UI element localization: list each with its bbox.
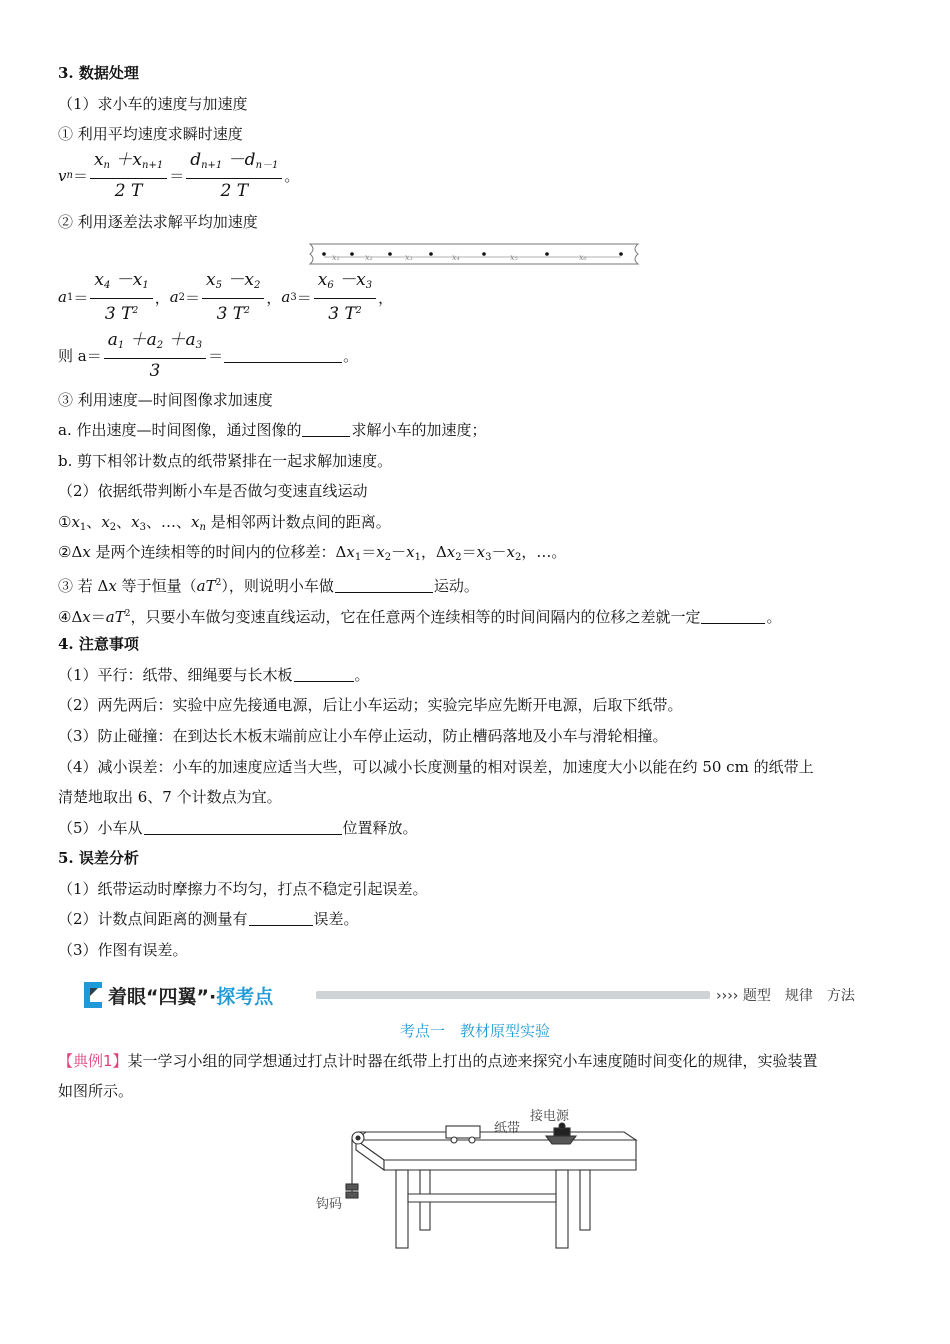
answer-blank-slope[interactable] — [302, 422, 350, 437]
then-equals: ＝ — [208, 347, 224, 365]
banner-title-black: 着眼“四翼”· — [108, 986, 217, 1008]
tape-label: 纸带 — [494, 1121, 521, 1136]
criterion-3-post: ），则说明小车做 — [221, 577, 334, 595]
banner-bracket-icon — [80, 980, 106, 1010]
answer-blank-motion-type[interactable] — [335, 578, 433, 593]
note-4a: （4）减小误差：小车的加速度应适当大些，可以减小长度测量的相对误差，加速度大小以能在约 50 cm 的纸带上 — [58, 758, 814, 776]
note-5-pre: （5）小车从 — [58, 819, 143, 837]
apparatus-figure — [308, 1104, 642, 1254]
error-1: （1）纸带运动时摩擦力不均匀，打点不稳定引起误差。 — [58, 880, 428, 898]
note-1-end: 。 — [354, 666, 370, 684]
method-3a-post: 求解小车的加速度； — [351, 421, 487, 439]
method-3a — [58, 420, 487, 440]
error-3: （3）作图有误差。 — [58, 941, 188, 959]
acceleration-formulas: a 1 ＝ $\frac{x_4 -x_1}{3 T^2}$ ， a 2 ＝ $\frac{x_5 -x_2}{3 T^2}$ ， a 3 ＝ $\frac{x_6 -x_3}{3 T^2}$ ， — [58, 270, 394, 324]
criterion-4-end: 。 — [766, 608, 782, 626]
section-3-heading: 3. 数据处理 — [58, 64, 139, 82]
mean-acceleration-formula: 则 a＝ $\frac{a_1 +a_2 +a_3}{3}$ ＝ 。 — [58, 330, 359, 381]
sub2-heading: （2）依据纸带判断小车是否做匀变速直线运动 — [58, 482, 368, 500]
then-prefix: 则 a＝ — [58, 347, 102, 365]
example-line-b: 如图所示。 — [58, 1082, 134, 1100]
method-3: ③ 利用速度—时间图像求加速度 — [58, 391, 273, 409]
answer-blank-release[interactable] — [144, 820, 342, 835]
note-1-pre: （1）平行：纸带、细绳要与长木板 — [58, 666, 293, 684]
example-line-a — [58, 1051, 818, 1071]
criterion-1-marker: ① — [58, 513, 72, 531]
criterion-1: $①x_1$、$x_2$、$x_3$、…、$x_n$ 是相邻两计数点间的距离。 — [58, 513, 391, 533]
answer-blank-parallel[interactable] — [294, 667, 354, 682]
tape-label-x1: x₁ — [332, 253, 340, 262]
criterion-4-mid: ，只要小车做匀变速直线运动，它在任意两个连续相等的时间间隔内的位移之差就一定 — [130, 608, 701, 626]
note-4b: 清楚地取出 6、7 个计数点为宜。 — [58, 788, 282, 806]
criterion-3-mid: 等于恒量（ — [121, 577, 197, 595]
criterion-3-end: 运动。 — [433, 577, 479, 595]
error-2-pre: （2）计数点间距离的测量有 — [58, 910, 248, 928]
criterion-2: ②Δx 是两个连续相等的时间内的位移差：$\Delta x_1=x_2-x_1$，$\Delta x_2=x_3-x_2$，…。 — [58, 543, 567, 563]
note-2: （2）两先两后：实验中应先接通电源，后让小车运动；实验完毕应先断开电源，后取下纸带。 — [58, 696, 683, 714]
banner-divider-bar — [316, 991, 710, 999]
sub1-heading: （1）求小车的速度与加速度 — [58, 95, 248, 113]
tape-label-x5: x₅ — [510, 253, 518, 262]
method-1: ① 利用平均速度求瞬时速度 — [58, 125, 243, 143]
note-5 — [58, 818, 418, 838]
criterion-4: $④\Delta x=aT^2$，只要小车做匀变速直线运动，它在任意两个连续相等的时间间隔内的位移之差就一定 。 — [58, 608, 782, 626]
power-label: 接电源 — [530, 1109, 570, 1124]
method-3b: b. 剪下相邻计数点的纸带紧排在一起求解加速度。 — [58, 452, 393, 470]
note-1 — [58, 665, 370, 685]
example-text-a: 某一学习小组的同学想通过打点计时器在纸带上打出的点迹来探究小车速度随时间变化的规律，实验装置 — [127, 1052, 818, 1070]
answer-blank-error-type[interactable] — [249, 911, 313, 926]
velocity-formula: v n ＝ $\frac{x_n +x_{n+1}}{2 T}$ ＝ $\frac{d_{n+1} -d_{n-1}}{2 T}$ 。 — [58, 150, 300, 201]
method-3a-pre: a. 作出速度—时间图像，通过图像的 — [58, 421, 302, 439]
then-end: 。 — [343, 347, 359, 365]
section-banner — [80, 980, 880, 1010]
criterion-3: ③ 若 Δx 等于恒量$(aT^2)$，则说明小车做 运动。 — [58, 577, 479, 595]
banner-title — [108, 982, 273, 1009]
section-5-heading: 5. 误差分析 — [58, 849, 139, 867]
banner-title-blue: 探考点 — [216, 986, 274, 1008]
section-4-heading: 4. 注意事项 — [58, 635, 139, 653]
note-3: （3）防止碰撞：在到达长木板末端前应让小车停止运动，防止槽码落地及小车与滑轮相撞。 — [58, 727, 668, 745]
tape-label-x3: x₃ — [405, 253, 413, 262]
error-2 — [58, 909, 359, 929]
tape-label-x2: x₂ — [365, 253, 373, 262]
tape-label-x4: x₄ — [452, 253, 460, 262]
tape-label-x6: x₆ — [579, 253, 587, 262]
example-label: 【典例1】 — [58, 1052, 128, 1070]
criterion-1-text: 是相邻两计数点间的距离。 — [210, 513, 391, 531]
answer-blank-mean-a[interactable] — [224, 348, 342, 363]
note-5-end: 位置释放。 — [342, 819, 418, 837]
error-2-end: 误差。 — [313, 910, 359, 928]
method-2: ② 利用逐差法求解平均加速度 — [58, 213, 258, 231]
weight-label: 钩码 — [316, 1197, 343, 1212]
topic-title: 考点一 教材原型实验 — [399, 1022, 550, 1040]
answer-blank-constant[interactable] — [701, 609, 765, 624]
criterion-3-pre: ③ 若 Δ — [58, 577, 109, 595]
criterion-4-pre: ④Δ — [58, 608, 83, 626]
criterion-2-text: 是两个连续相等的时间内的位移差： — [95, 543, 336, 561]
paper-tape-figure — [306, 240, 642, 268]
banner-right-text: ›››› 题型 规律 方法 — [716, 988, 855, 1004]
